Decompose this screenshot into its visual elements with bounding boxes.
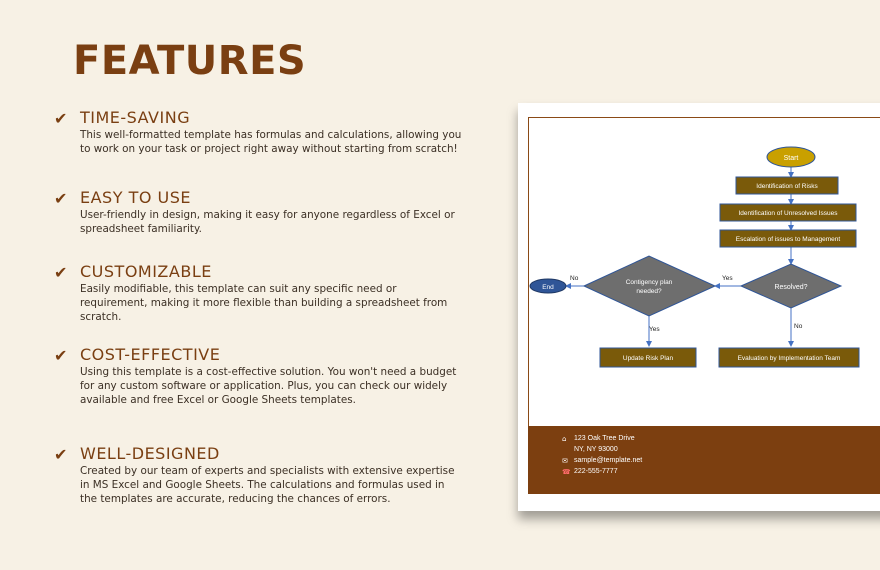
flowchart xyxy=(518,103,880,403)
no-label: No xyxy=(794,323,803,330)
decision-label: needed? xyxy=(636,288,662,295)
process-label: Escalation of issues to Management xyxy=(735,236,841,243)
phone-icon: ☎ xyxy=(562,468,571,476)
process-label: Evaluation by Implementation Team xyxy=(737,355,841,362)
home-icon: ⌂ xyxy=(562,435,567,443)
features-list xyxy=(54,108,464,506)
start-label: Start xyxy=(783,155,799,162)
address-line: NY, NY 93000 xyxy=(574,446,618,453)
feature-description: Using this template is a cost-effective solution. You won't need a budget for any custom software or application. Plus, you can check our widely available and free Excel or Google Sheets templates. xyxy=(80,366,457,406)
envelope-icon: ✉ xyxy=(562,457,568,465)
feature-title: EASY TO USE xyxy=(80,188,191,207)
process-label: Update Risk Plan xyxy=(622,355,674,362)
feature-item xyxy=(54,444,464,506)
address-line: 123 Oak Tree Drive xyxy=(574,435,635,442)
email-text: sample@template.net xyxy=(574,457,643,464)
no-label: No xyxy=(570,275,579,282)
feature-description: Created by our team of experts and specialists with extensive expertise in MS Excel and Google Sheets. The calculations and formulas used in the templates are accurate, reducing the chances of errors. xyxy=(80,465,455,505)
feature-item xyxy=(54,262,464,345)
process-label: Identification of Risks xyxy=(756,183,818,190)
yes-label: Yes xyxy=(649,326,660,333)
yes-label: Yes xyxy=(722,275,733,282)
feature-description: This well-formatted template has formulas and calculations, allowing you to work on your task or project right away without starting from scratch! xyxy=(80,129,462,155)
feature-title: CUSTOMIZABLE xyxy=(80,262,212,281)
checkmark-icon: ✔ xyxy=(54,189,68,208)
feature-title: TIME-SAVING xyxy=(80,108,191,127)
checkmark-icon: ✔ xyxy=(54,109,68,128)
checkmark-icon: ✔ xyxy=(54,445,68,464)
feature-description: Easily modifiable, this template can suit any specific need or requirement, making it more flexible than building a spreadsheet from scratch. xyxy=(80,283,448,323)
contact-footer xyxy=(528,426,880,494)
checkmark-icon: ✔ xyxy=(54,263,68,282)
feature-title: WELL-DESIGNED xyxy=(80,444,220,463)
feature-item xyxy=(54,108,464,188)
feature-description: User-friendly in design, making it easy for anyone regardless of Excel or spreadsheet familiarity. xyxy=(80,209,455,235)
phone-text: 222-555-7777 xyxy=(574,468,618,475)
feature-item xyxy=(54,188,464,262)
checkmark-icon: ✔ xyxy=(54,346,68,365)
feature-title: COST-EFFECTIVE xyxy=(80,345,221,364)
feature-item xyxy=(54,345,464,444)
page-title: FEATURES xyxy=(73,38,307,84)
end-label: End xyxy=(542,284,554,291)
template-preview-card xyxy=(518,103,880,511)
decision-diamond xyxy=(584,256,715,316)
decision-label: Resolved? xyxy=(774,284,808,291)
process-label: Identification of Unresolved Issues xyxy=(738,210,838,217)
decision-label: Contigency plan xyxy=(625,279,673,286)
